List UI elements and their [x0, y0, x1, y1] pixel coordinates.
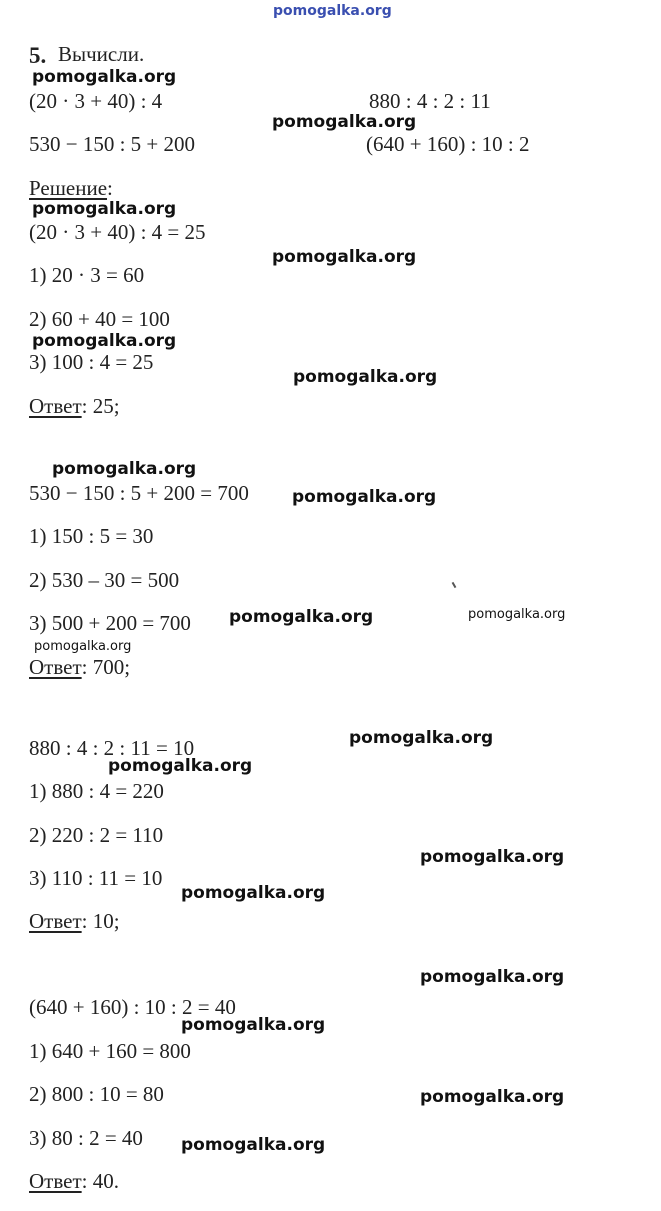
watermark: pomogalka.org	[272, 112, 417, 132]
task-expression-3: 530 − 150 : 5 + 200	[29, 132, 196, 156]
task-title: Вычисли.	[58, 42, 145, 66]
solution-label: Решение	[29, 176, 108, 200]
watermark: pomogalka.org	[293, 367, 438, 387]
task-expression-4: (640 + 160) : 10 : 2	[366, 132, 530, 156]
block-2-expression: 530 − 150 : 5 + 200 = 700	[29, 481, 249, 505]
block-1-step-3: 3) 100 : 4 = 25	[29, 350, 154, 374]
block-1-step-1: 1) 20 · 3 = 60	[29, 263, 145, 287]
block-3-answer	[29, 911, 120, 932]
watermark: pomogalka.org	[349, 728, 494, 748]
watermark: pomogalka.org	[273, 3, 392, 19]
answer-label: Ответ	[29, 655, 82, 679]
answer-value: : 10;	[81, 909, 120, 933]
watermark: pomogalka.org	[292, 487, 437, 507]
block-2-step-1: 1) 150 : 5 = 30	[29, 524, 154, 548]
watermark: pomogalka.org	[34, 639, 132, 654]
watermark: pomogalka.org	[420, 1087, 565, 1107]
block-2-step-2: 2) 530 – 30 = 500	[29, 568, 180, 592]
block-2-answer	[29, 657, 130, 678]
watermark: pomogalka.org	[181, 883, 326, 903]
watermark: pomogalka.org	[229, 607, 374, 627]
watermark: pomogalka.org	[32, 199, 177, 219]
answer-label: Ответ	[29, 1169, 82, 1193]
block-1-expression: (20 · 3 + 40) : 4 = 25	[29, 220, 206, 244]
answer-value: : 40.	[81, 1169, 119, 1193]
block-3-step-3: 3) 110 : 11 = 10	[29, 866, 163, 890]
answer-value: : 25;	[81, 394, 120, 418]
answer-label: Ответ	[29, 394, 82, 418]
watermark: pomogalka.org	[108, 756, 253, 776]
watermark: pomogalka.org	[52, 459, 197, 479]
block-3-step-1: 1) 880 : 4 = 220	[29, 779, 164, 803]
block-2-step-3: 3) 500 + 200 = 700	[29, 611, 191, 635]
watermark: pomogalka.org	[420, 967, 565, 987]
block-1-step-2: 2) 60 + 40 = 100	[29, 307, 170, 331]
watermark: pomogalka.org	[32, 67, 177, 87]
block-4-expression: (640 + 160) : 10 : 2 = 40	[29, 995, 236, 1019]
watermark: pomogalka.org	[468, 607, 566, 622]
task-number: 5.	[29, 43, 47, 68]
solution-heading: Решение:	[29, 176, 113, 200]
block-4-answer	[29, 1171, 119, 1192]
scan-speck	[452, 582, 457, 588]
block-1-answer	[29, 396, 120, 417]
answer-label: Ответ	[29, 909, 82, 933]
task-expression-1: (20 · 3 + 40) : 4	[29, 89, 163, 113]
watermark: pomogalka.org	[181, 1135, 326, 1155]
watermark: pomogalka.org	[420, 847, 565, 867]
task-expression-2: 880 : 4 : 2 : 11	[369, 89, 491, 113]
block-4-step-2: 2) 800 : 10 = 80	[29, 1082, 164, 1106]
block-4-step-3: 3) 80 : 2 = 40	[29, 1126, 143, 1150]
watermark: pomogalka.org	[32, 331, 177, 351]
block-3-expression: 880 : 4 : 2 : 11 = 10	[29, 736, 195, 760]
watermark: pomogalka.org	[181, 1015, 326, 1035]
answer-value: : 700;	[81, 655, 131, 679]
watermark: pomogalka.org	[272, 247, 417, 267]
block-4-step-1: 1) 640 + 160 = 800	[29, 1039, 191, 1063]
block-3-step-2: 2) 220 : 2 = 110	[29, 823, 164, 847]
